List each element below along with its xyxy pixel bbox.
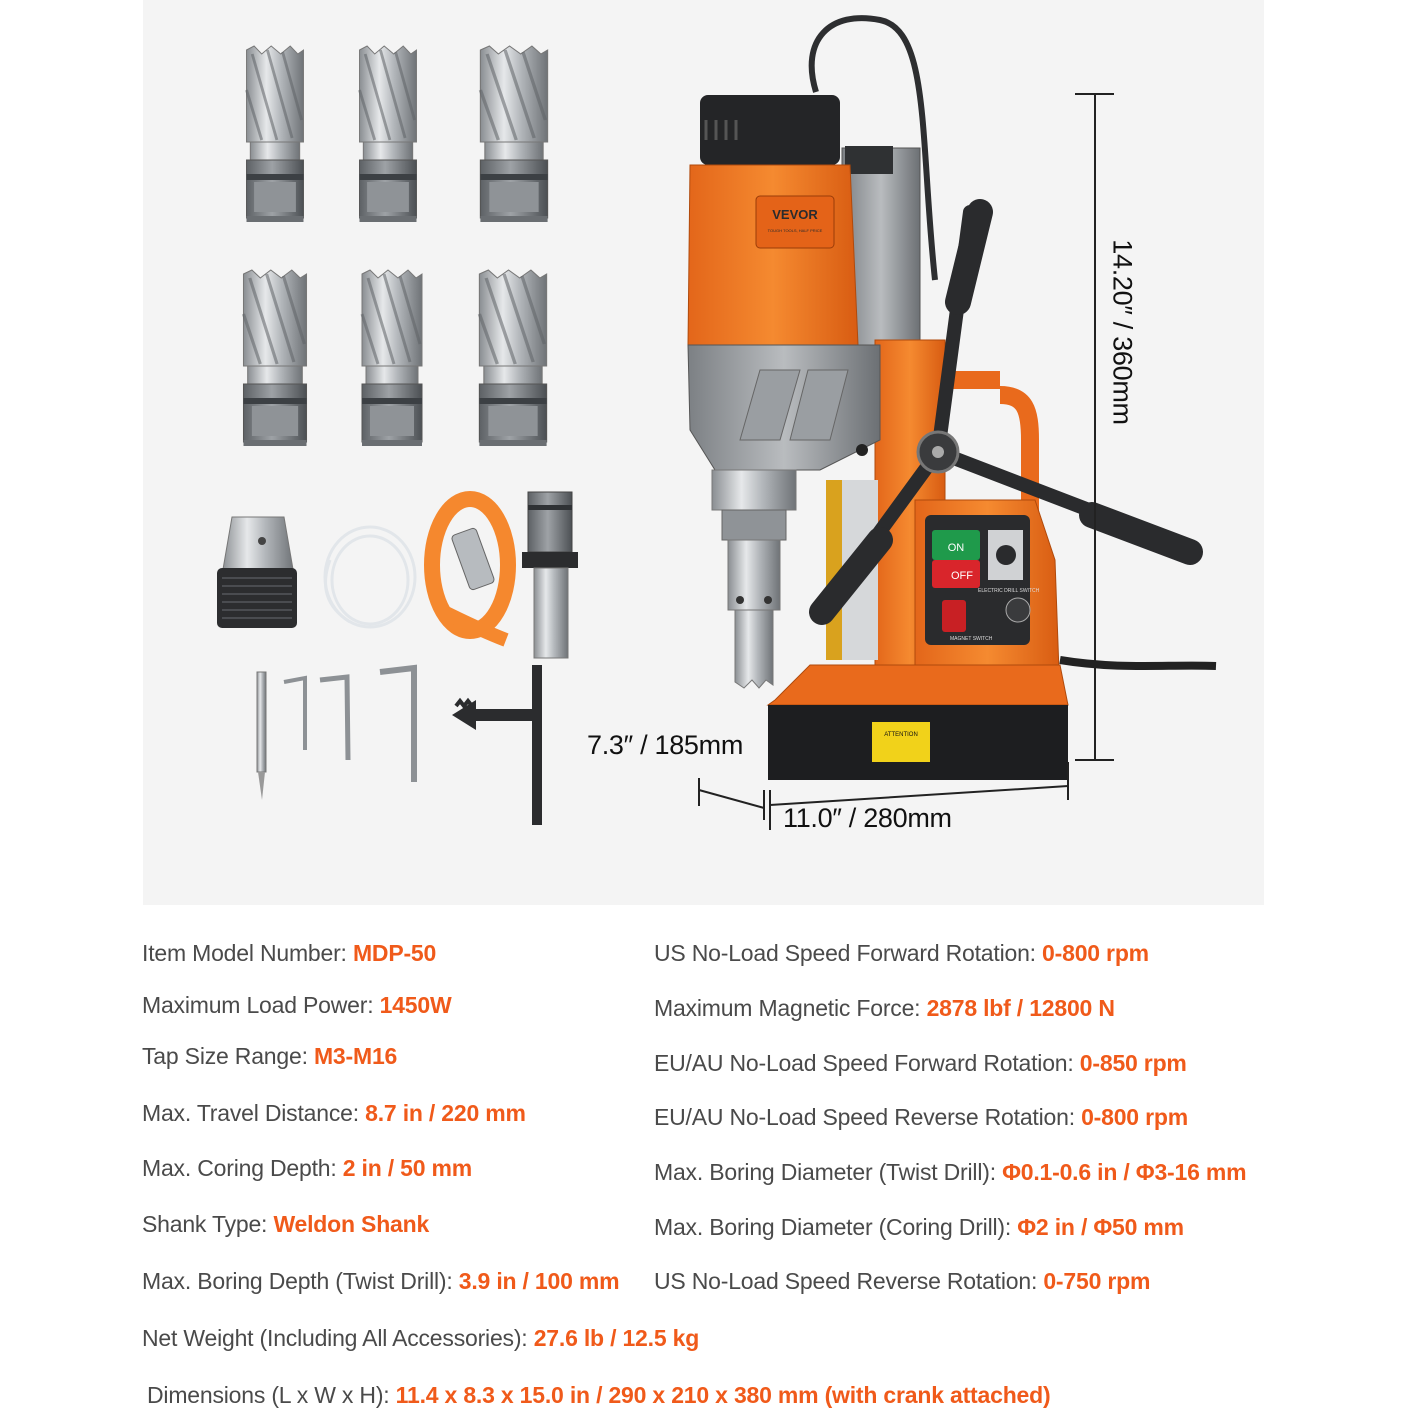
drill-chuck (217, 517, 297, 628)
svg-text:ON: ON (947, 542, 965, 554)
vevor-logo: VEVOR (772, 207, 818, 222)
spec-net-weight: Net Weight (Including All Accessories): 27.6 lb / 12.5 kg (142, 1325, 700, 1351)
spec-coring-diameter: Max. Boring Diameter (Coring Drill): Φ2 in / Φ50 mm (654, 1214, 1184, 1240)
svg-text:ELECTRIC DRILL SWITCH: ELECTRIC DRILL SWITCH (978, 588, 1040, 594)
svg-text:MAGNET SWITCH: MAGNET SWITCH (950, 636, 993, 642)
spec-boring-depth: Max. Boring Depth (Twist Drill): 3.9 in / 100 mm (142, 1268, 620, 1294)
hex-key-medium (320, 677, 348, 760)
safety-strap (432, 499, 508, 640)
spec-model: Item Model Number: MDP-50 (142, 940, 437, 966)
cutter-bit-6 (479, 270, 546, 446)
svg-text:TOUGH TOOLS, HALF PRICE: TOUGH TOOLS, HALF PRICE (767, 228, 823, 233)
cutter-bit-1 (247, 46, 304, 222)
spec-load-power: Maximum Load Power: 1450W (142, 992, 452, 1018)
svg-text:ATTENTION: ATTENTION (884, 732, 918, 738)
ejector-pin (257, 672, 266, 800)
cutter-bit-4 (244, 270, 307, 446)
cutter-bit-2 (360, 46, 417, 222)
spec-tap-range: Tap Size Range: M3-M16 (142, 1043, 398, 1069)
magnet-switch (942, 600, 966, 632)
spec-us-reverse: US No-Load Speed Reverse Rotation: 0-750 rpm (654, 1268, 1151, 1294)
hex-key-large (380, 668, 414, 782)
attention-label (872, 722, 930, 762)
chuck-key (452, 665, 542, 825)
cutter-bit-5 (362, 270, 422, 446)
spec-twist-diameter: Max. Boring Diameter (Twist Drill): Φ0.1-0.6 in / Φ3-16 mm (654, 1159, 1247, 1185)
spec-travel: Max. Travel Distance: 8.7 in / 220 mm (142, 1100, 526, 1126)
hex-key-small (284, 678, 305, 750)
spec-eu-forward: EU/AU No-Load Speed Forward Rotation: 0-850 rpm (654, 1050, 1187, 1076)
spec-us-forward: US No-Load Speed Forward Rotation: 0-800 rpm (654, 940, 1149, 966)
spec-shank: Shank Type: Weldon Shank (142, 1211, 430, 1237)
cutter-bit-3 (480, 46, 547, 222)
spec-eu-reverse: EU/AU No-Load Speed Reverse Rotation: 0-800 rpm (654, 1104, 1188, 1130)
spec-magnetic-force: Maximum Magnetic Force: 2878 lbf / 12800 N (654, 995, 1115, 1021)
spec-dimensions: Dimensions (L x W x H): 11.4 x 8.3 x 15.0 in / 290 x 210 x 380 mm (with crank attached) (147, 1382, 1051, 1408)
spec-coring-depth: Max. Coring Depth: 2 in / 50 mm (142, 1155, 473, 1181)
coolant-tube (325, 527, 415, 627)
arbor-adapter (522, 492, 578, 658)
height-dimension-label: 14.20″ / 360mm (1107, 239, 1138, 425)
depth-dimension-label: 11.0″ / 280mm (783, 803, 952, 833)
svg-text:OFF: OFF (951, 570, 973, 582)
width-dimension-label: 7.3″ / 185mm (587, 730, 744, 760)
